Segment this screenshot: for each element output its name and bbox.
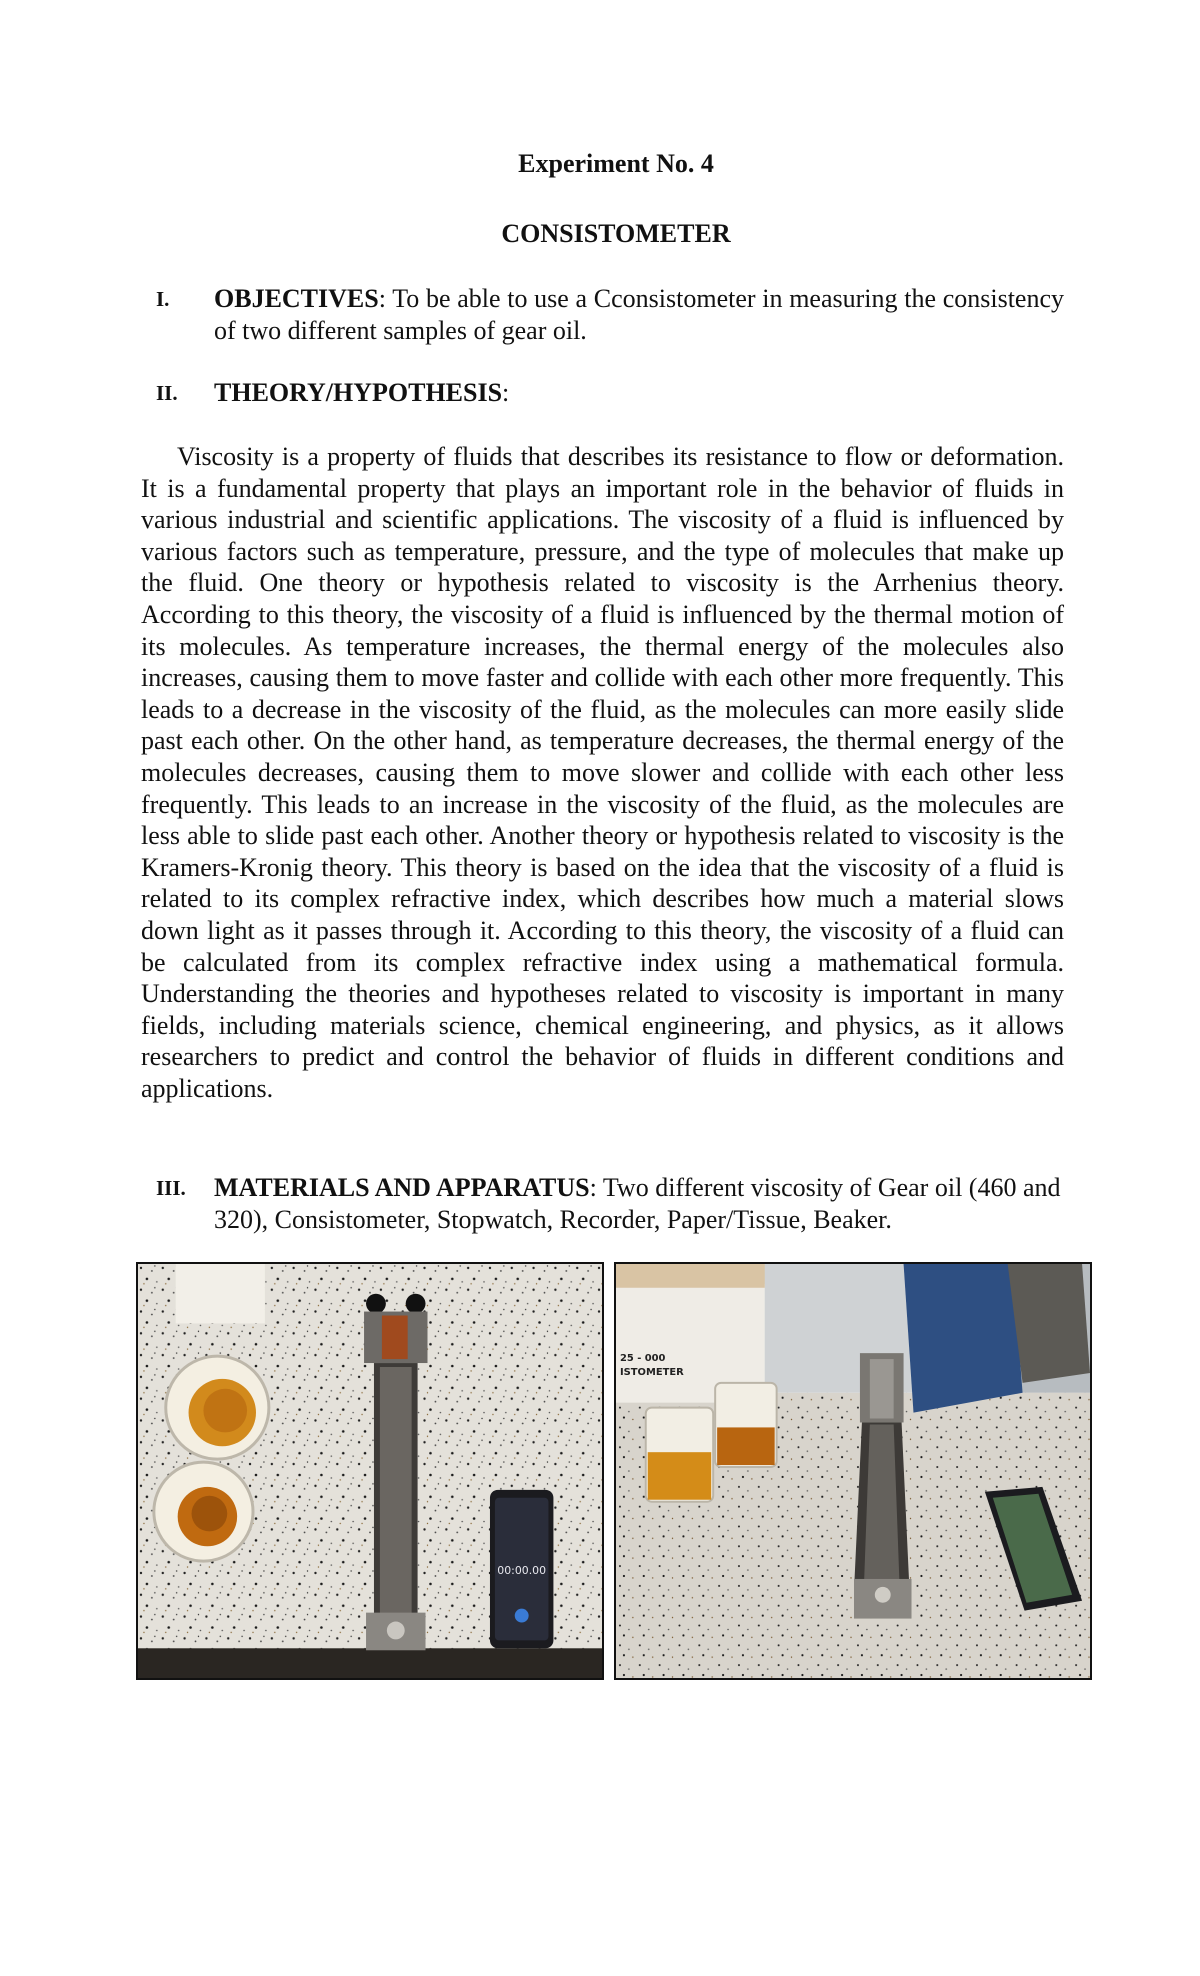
experiment-number: Experiment No. 4: [518, 149, 714, 178]
objectives-section: [156, 283, 1064, 347]
section-number: I.: [156, 287, 170, 311]
beaker-icon: [166, 1356, 269, 1459]
apparatus-photo-top-view: [136, 1262, 604, 1680]
section-heading: MATERIALS AND APPARATUS: [214, 1173, 590, 1202]
materials-section: [156, 1172, 1064, 1236]
section-text: : Two different viscosity of Gear oil (460 and 320), Consistometer, Stopwatch, Recorder, Paper/Tissue, Beaker.: [214, 1173, 1061, 1234]
beaker-icon: [715, 1383, 776, 1467]
section-heading: OBJECTIVES: [214, 284, 379, 313]
theory-paragraph: Viscosity is a property of fluids that describes its resistance to flow or deformation. It is a fundamental property that plays an important role in the behavior of fluids in various industrial and scientific applications. The viscosity of a fluid is influenced by various factors such as temperature, pressure, and the type of molecules that make up the fluid. One theory or hypothesis related to viscosity is the Arrhenius theory. According to this theory, the viscosity of a fluid is influenced by the thermal motion of its molecules. As temperature increases, the thermal energy of the molecules also increases, causing them to move faster and collide with each other more frequently. This leads to a decrease in the viscosity of the fluid, as the molecules can more easily slide past each other. On the other hand, as temperature decreases, the thermal energy of the molecules decreases, causing them to move slower and collide with each other less frequently. This leads to an increase in the viscosity of the fluid, as the molecules are less able to slide past each other. Another theory or hypothesis related to viscosity is the Kramers-Kronig theory. This theory is based on the idea that the viscosity of a fluid is related to its complex refractive index, which describes how much a material slows down light as it passes through it. According to this theory, the viscosity of a fluid can be calculated from its complex refractive index using a mathematical formula. Understanding the theories and hypotheses related to viscosity is important in many fields, including materials science, chemical engineering, and physics, as it allows researchers to predict and control the behavior of fluids in different conditions and applications.: [141, 442, 1064, 1103]
box-label: 25 - 000: [619, 1353, 666, 1365]
equipment-box: [616, 1264, 765, 1403]
section-number: III.: [156, 1176, 186, 1200]
section-text: :: [502, 378, 510, 407]
section-text: : To be able to use a Cconsistometer in measuring the consistency of two different samples of gear oil.: [214, 284, 1064, 345]
beaker-icon: [154, 1462, 253, 1561]
theory-section: [156, 377, 1064, 409]
apparatus-photo-side-view: [614, 1262, 1092, 1680]
beaker-icon: [646, 1408, 713, 1502]
document-title: CONSISTOMETER: [501, 219, 731, 248]
section-number: II.: [156, 381, 178, 405]
section-heading: THEORY/HYPOTHESIS: [214, 378, 503, 407]
phone-icon: [490, 1490, 553, 1648]
box-label: ISTOMETER: [619, 1366, 684, 1378]
consistometer-device: [854, 1353, 912, 1618]
phone-display: 00:00.00: [497, 1564, 547, 1578]
